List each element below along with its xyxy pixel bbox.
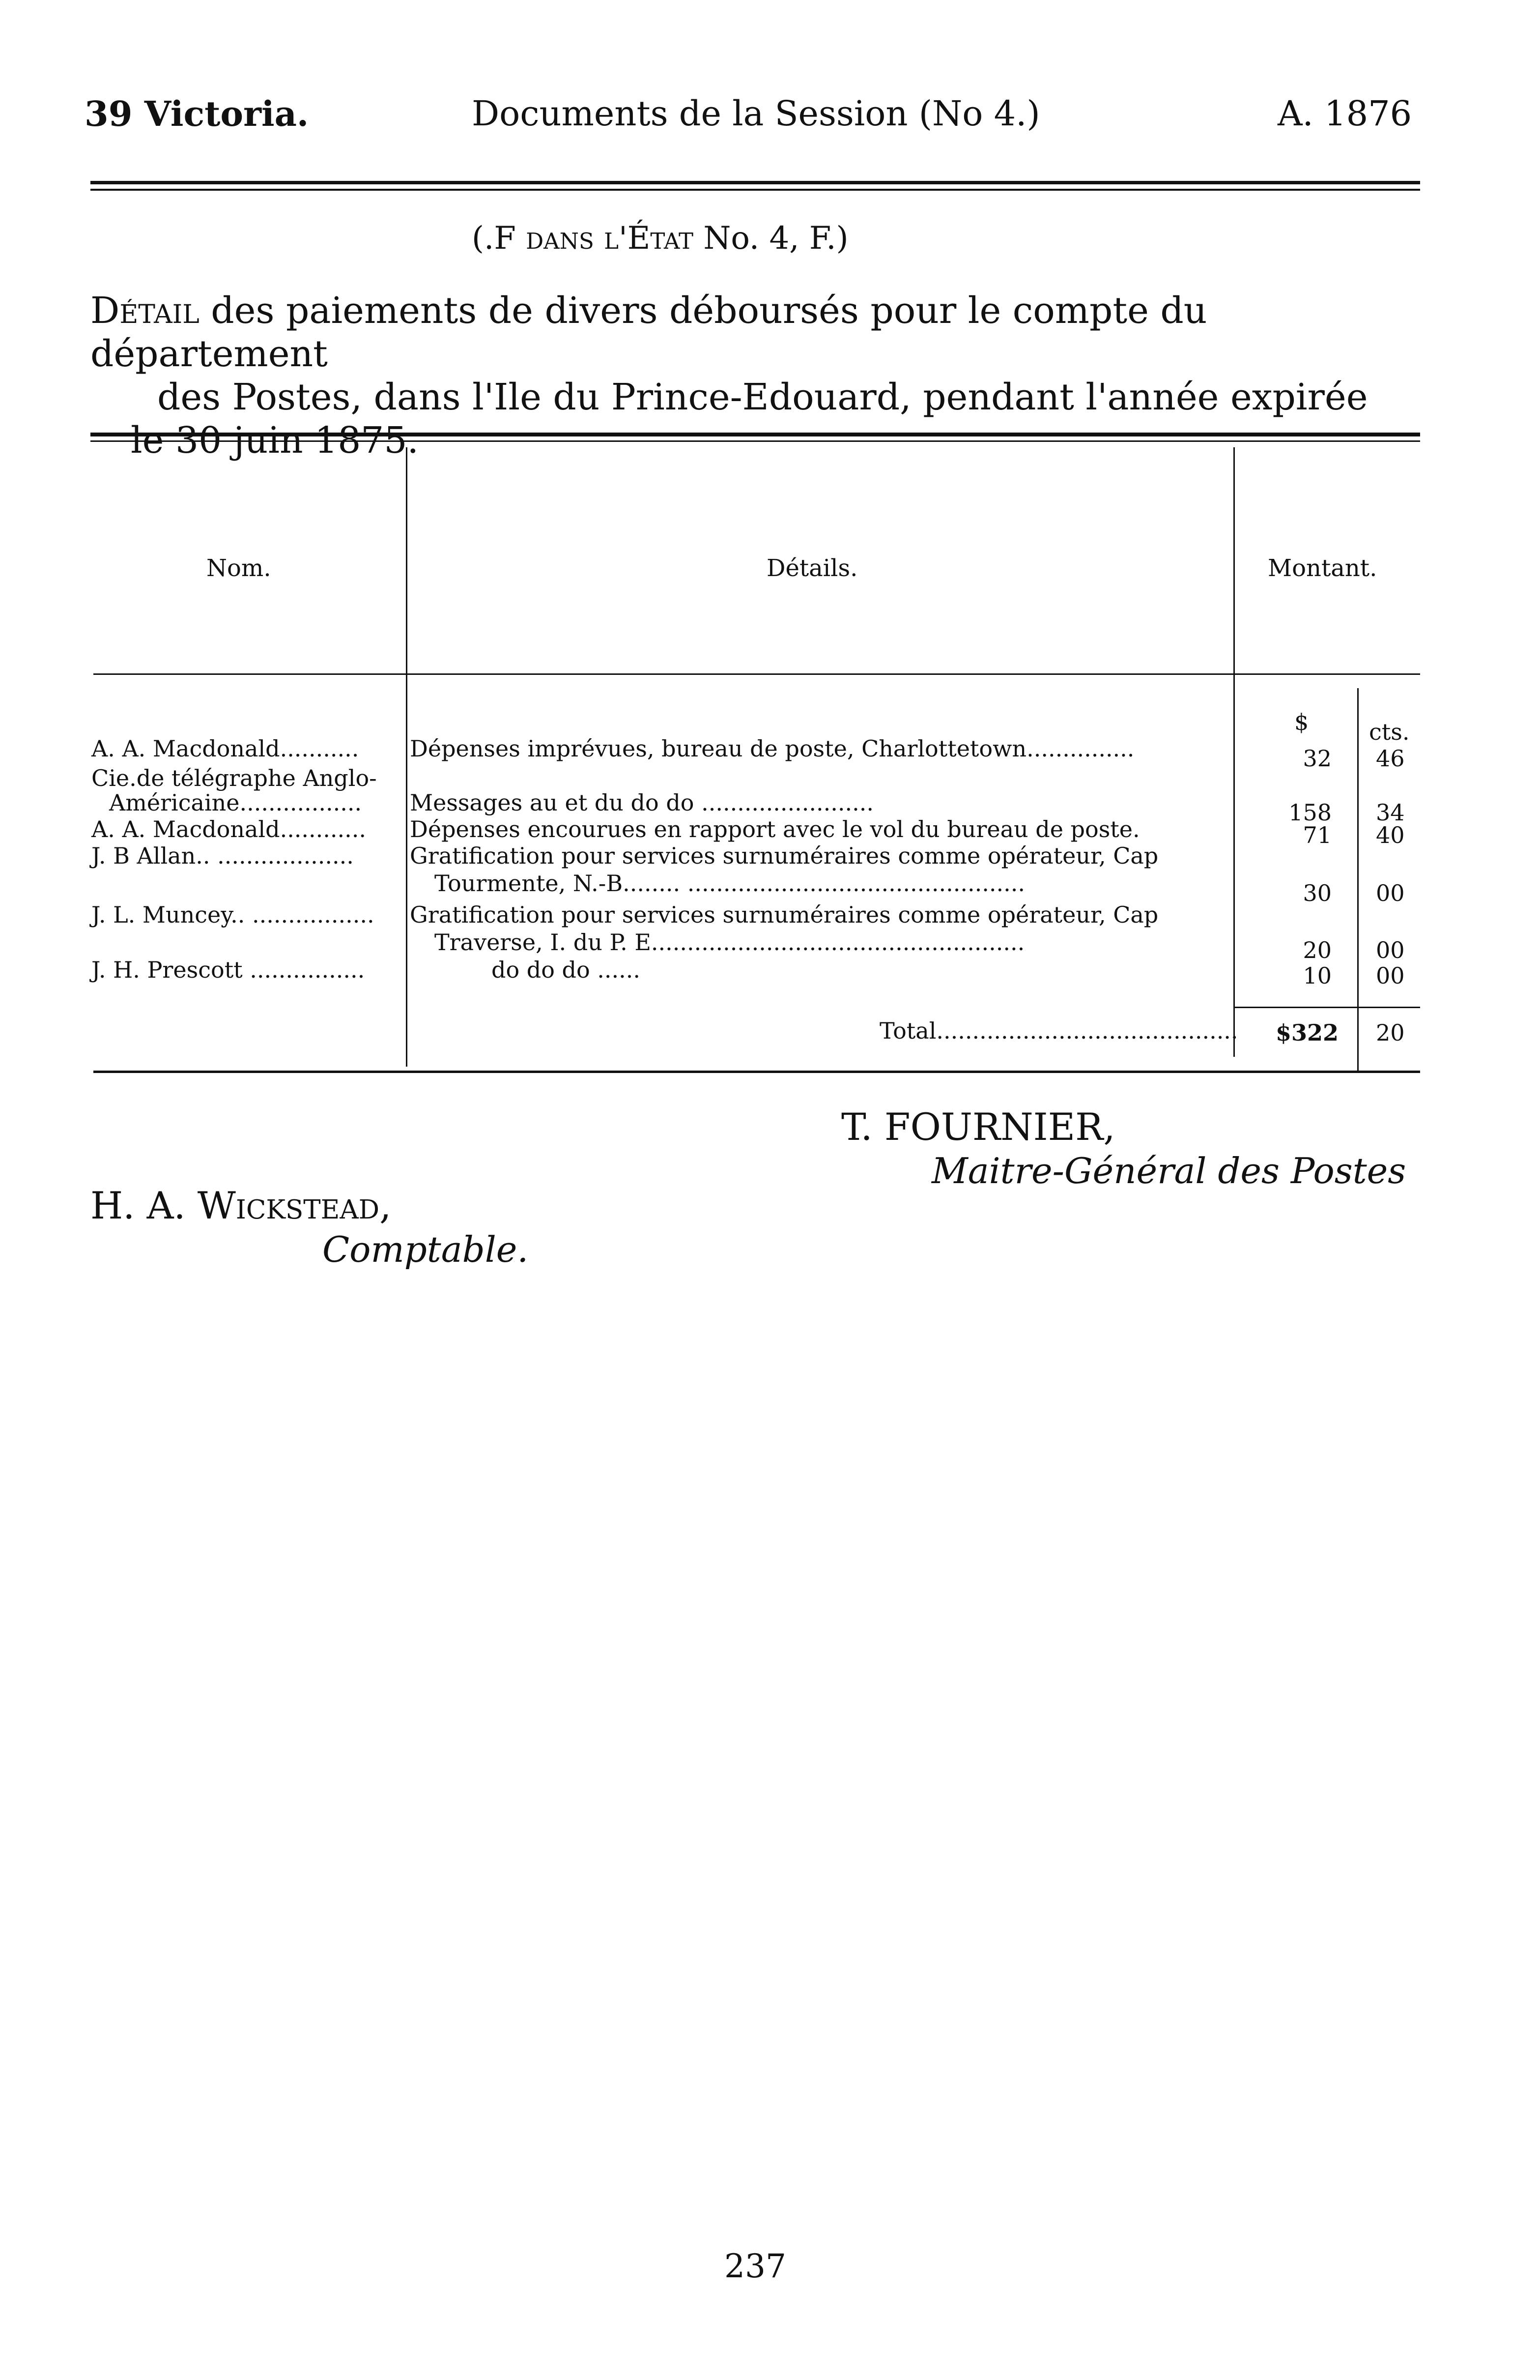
table-row-dollars: 20 xyxy=(1303,937,1332,963)
signature-accountant-title: Comptable. xyxy=(322,1229,529,1270)
table-row-cents: 00 xyxy=(1376,880,1405,906)
table-row-cents: 00 xyxy=(1376,937,1405,963)
total-cents: 20 xyxy=(1376,1019,1405,1046)
table-row-cents: 34 xyxy=(1376,799,1405,826)
total-dollars: $322 xyxy=(1275,1019,1339,1046)
total-label: Total.......................................... xyxy=(880,1017,1238,1044)
signature-accountant-name: H. A. Wickstead, xyxy=(90,1184,392,1227)
unit-dollars: $ xyxy=(1294,709,1309,735)
detail-line1-text: des paiements de divers déboursés pour le compte du département xyxy=(90,290,1207,375)
column-divider-details xyxy=(1233,447,1235,1057)
table-row-nom: A. A. Macdonald............ xyxy=(91,816,367,842)
table-row-details: Dépenses imprévues, bureau de poste, Charlottetown............... xyxy=(410,735,1135,762)
header-details: Détails. xyxy=(767,554,858,582)
signature-postmaster-title: Maitre-Général des Postes xyxy=(932,1150,1406,1191)
table-bottom-rule xyxy=(93,1071,1420,1073)
table-row-details: Dépenses encourues en rapport avec le vol du bureau de poste. xyxy=(410,816,1140,842)
table-row-details-cont: Traverse, I. du P. E.................................................... xyxy=(434,929,1025,956)
header-montant: Montant. xyxy=(1268,554,1377,582)
table-row-nom-cont: Américaine................. xyxy=(109,789,362,816)
total-separator xyxy=(1233,1007,1420,1008)
header-nom: Nom. xyxy=(206,554,271,582)
table-row-dollars: 30 xyxy=(1303,880,1332,906)
table-row-nom: A. A. Macdonald........... xyxy=(91,735,359,762)
header-rule-thin xyxy=(90,189,1420,191)
table-row-details-cont: Tourmente, N.-B........ ............................................... xyxy=(434,870,1025,897)
table-row-dollars: 32 xyxy=(1303,745,1332,772)
table-row-details: do do do ...... xyxy=(491,957,641,983)
table-top-rule-thin xyxy=(90,440,1420,442)
header-rule xyxy=(90,181,1420,184)
column-divider-nom xyxy=(406,447,407,1067)
state-ref-prefix: (.F xyxy=(472,220,526,257)
column-divider-cents xyxy=(1357,688,1359,1072)
table-row-details: Messages au et du do do ........................ xyxy=(410,789,874,816)
table-row-nom: J. L. Muncey.. ................. xyxy=(91,901,374,928)
table-row-dollars: 158 xyxy=(1288,799,1332,826)
state-ref-smallcaps: dans l'État xyxy=(526,220,693,257)
state-reference xyxy=(472,220,849,257)
table-top-rule xyxy=(90,433,1420,436)
header-series: A. 1876 xyxy=(1278,93,1412,134)
detail-lead: Détail xyxy=(90,290,200,332)
state-ref-suffix: No. 4, F.) xyxy=(693,220,849,257)
unit-cents: cts. xyxy=(1369,719,1410,745)
table-row-details: Gratification pour services surnuméraires comme opérateur, Cap xyxy=(410,901,1159,928)
page-number: 237 xyxy=(724,2247,786,2285)
table-row-nom: J. B Allan.. ................... xyxy=(91,842,354,869)
table-row-cents: 00 xyxy=(1376,962,1405,989)
header-separator xyxy=(93,673,1420,675)
table-row-cents: 40 xyxy=(1376,822,1405,848)
signature-postmaster-name: T. FOURNIER, xyxy=(841,1105,1115,1149)
detail-line-1 xyxy=(90,289,1422,376)
header-session-year: 39 Victoria. xyxy=(85,93,309,134)
table-row-nom: Cie.de télégraphe Anglo- xyxy=(91,765,377,791)
header-document-title: Documents de la Session (No 4.) xyxy=(472,93,1040,134)
table-row-details: Gratification pour services surnuméraires comme opérateur, Cap xyxy=(410,842,1159,869)
table-row-cents: 46 xyxy=(1376,745,1405,772)
table-row-dollars: 71 xyxy=(1303,822,1332,848)
table-row-nom: J. H. Prescott ................ xyxy=(91,957,365,983)
table-row-dollars: 10 xyxy=(1303,962,1332,989)
detail-line-2: des Postes, dans l'Ile du Prince-Edouard, pendant l'année expirée xyxy=(157,376,1368,418)
